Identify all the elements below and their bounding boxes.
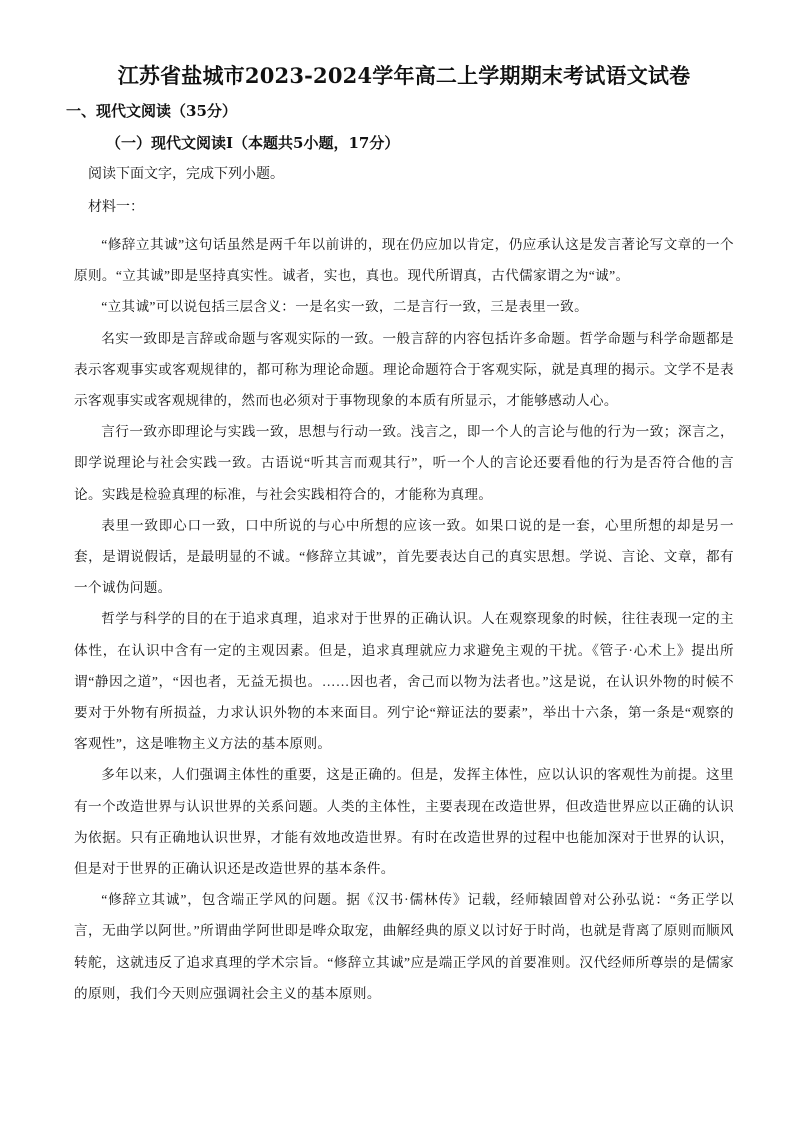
- material-label: 材料一：: [88, 199, 144, 215]
- paragraph: 多年以来，人们强调主体性的重要，这是正确的。但是，发挥主体性，应以认识的客观性为前提。这里有一个改造世界与认识世界的关系问题。人类的主体性，主要表现在改造世界，但改造世界应以正确的认识为依据。只有正确地认识世界，才能有效地改造世界。有时在改造世界的过程中也能加深对于世界的认识，但是对于世界的正确认识还是改造世界的基本条件。: [74, 767, 734, 877]
- paragraph: 哲学与科学的目的在于追求真理，追求对于世界的正确认识。人在观察现象的时候，往往表现一定的主体性，在认识中含有一定的主观因素。但是，追求真理就应力求避免主观的干扰。《管子·心术上》提出所谓“静因之道”，“因也者，无益无损也。……因也者，舍己而以物为法者也。”这是说，在认识外物的时候不要对于外物有所损益，力求认识外物的本来面目。列宁论“辩证法的要素”，举出十六条，第一条是“观察的客观性”，这是唯物主义方法的基本原则。: [74, 611, 734, 752]
- paragraph: 名实一致即是言辞或命题与客观实际的一致。一般言辞的内容包括许多命题。哲学命题与科学命题都是表示客观事实或客观规律的，都可称为理论命题。理论命题符合于客观实际，就是真理的揭示。文学不是表示客观事实或客观规律的，然而也必须对于事物现象的本质有所显示，才能够感动人心。: [74, 330, 734, 409]
- instruction-text: 阅读下面文字，完成下列小题。: [88, 166, 284, 182]
- paragraph: “修辞立其诚”这句话虽然是两千年以前讲的，现在仍应加以肯定，仍应承认这是发言著论写文章的一个原则。“立其诚”即是坚持真实性。诚者，实也，真也。现代所谓真，古代儒家谓之为“诚”。: [74, 237, 734, 284]
- section-heading: 一、现代文阅读（35分）: [66, 102, 237, 120]
- paragraph: “修辞立其诚”，包含端正学风的问题。据《汉书·儒林传》记载，经师辕固曾对公孙弘说：“务正学以言，无曲学以阿世。”所谓曲学阿世即是哗众取宠，曲解经典的原义以讨好于时尚，也就是背离了原则而顺风转舵，这就违反了追求真理的学术宗旨。“修辞立其诚”应是端正学风的首要准则。汉代经师所尊崇的是儒家的原则，我们今天则应强调社会主义的基本原则。: [74, 892, 734, 1001]
- paragraph: “立其诚”可以说包括三层含义：一是名实一致，二是言行一致，三是表里一致。: [101, 299, 589, 315]
- paragraph: 表里一致即心口一致，口中所说的与心中所想的应该一致。如果口说的是一套，心里所想的却是另一套，是谓说假话，是最明显的不诚。“修辞立其诚”，首先要表达自己的真实思想。学说、言论、文章，都有一个诚伪问题。: [74, 517, 734, 596]
- document-title: 江苏省盐城市2023-2024学年高二上学期期末考试语文试卷: [117, 63, 691, 88]
- subsection-heading: （一）现代文阅读Ⅰ（本题共5小题，17分）: [106, 134, 400, 152]
- paragraph: 言行一致亦即理论与实践一致，思想与行动一致。浅言之，即一个人的言论与他的行为一致；深言之，即学说理论与社会实践一致。古语说“听其言而观其行”，听一个人的言论还要看他的行为是否符合他的言论。实践是检验真理的标准，与社会实践相符合的，才能称为真理。: [74, 424, 734, 502]
